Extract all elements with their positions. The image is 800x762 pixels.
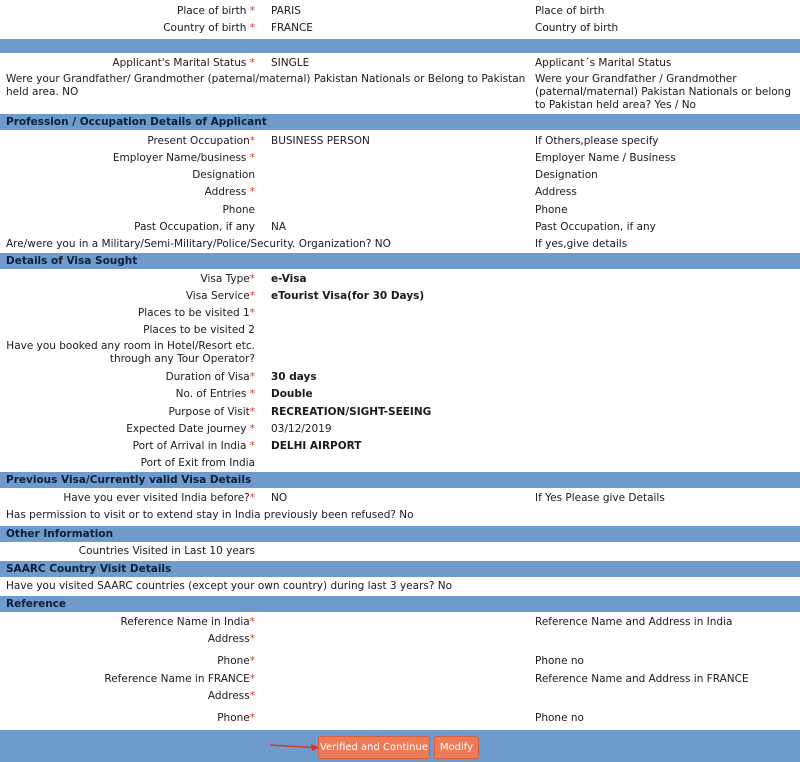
section-previous-visa: Previous Visa/Currently valid Visa Details xyxy=(0,472,800,488)
entries-value: Double xyxy=(271,388,313,400)
ref-india-address-label: Address xyxy=(207,633,250,645)
section-reference: Reference xyxy=(0,596,800,612)
duration-label: Duration of Visa xyxy=(165,371,250,383)
place-of-birth-row xyxy=(0,3,800,20)
country-of-birth-label: Country of birth xyxy=(163,22,247,34)
ref-india-phone-row xyxy=(0,653,800,670)
ref-home-phone-row xyxy=(0,710,800,727)
marital-status-value: SINGLE xyxy=(271,57,310,69)
required-mark: * xyxy=(249,135,255,147)
place-of-birth-value: PARIS xyxy=(271,5,301,17)
country-of-birth-hint: Country of birth xyxy=(535,22,619,34)
places-1-label: Places to be visited 1 xyxy=(137,307,250,319)
past-occupation-label: Past Occupation, if any xyxy=(134,221,255,233)
hotel-label: Have you booked any room in Hotel/Resort etc. through any Tour Operator? xyxy=(6,340,255,365)
address-hint: Address xyxy=(535,186,577,198)
refused-row xyxy=(0,507,800,524)
military-row xyxy=(0,236,800,253)
modify-button[interactable]: Modify xyxy=(434,736,479,759)
visited-india-value: NO xyxy=(271,492,288,504)
places-2-row xyxy=(0,322,800,339)
required-mark: * xyxy=(249,492,255,504)
required-mark: * xyxy=(249,57,255,69)
required-mark: * xyxy=(249,186,255,198)
country-of-birth-row xyxy=(0,20,800,37)
duration-value: 30 days xyxy=(271,371,317,383)
required-mark: * xyxy=(249,290,255,302)
section-other-information: Other Information xyxy=(0,526,800,542)
refused-question: Has permission to visit or to extend stay in India previously been refused? No xyxy=(6,509,414,521)
places-2-label: Places to be visited 2 xyxy=(143,324,255,336)
place-of-birth-hint: Place of birth xyxy=(535,5,605,17)
past-occupation-row xyxy=(0,219,800,236)
pakistan-question: Were your Grandfather/ Grandmother (paternal/maternal) Pakistan Nationals or Belong to Pakistan held area. NO xyxy=(6,73,526,98)
ref-home-phone-hint: Phone no xyxy=(535,712,584,724)
pakistan-question-row xyxy=(0,72,800,112)
entries-row xyxy=(0,386,800,403)
ref-home-name-hint: Reference Name and Address in FRANCE xyxy=(535,673,749,685)
required-mark: * xyxy=(249,371,255,383)
marital-status-label: Applicant's Marital Status xyxy=(112,57,247,69)
ref-india-address-row xyxy=(0,631,800,648)
journey-date-row xyxy=(0,421,800,438)
required-mark: * xyxy=(249,712,255,724)
place-of-birth-label: Place of birth xyxy=(177,5,247,17)
duration-row xyxy=(0,369,800,386)
required-mark: * xyxy=(249,423,255,435)
port-exit-label: Port of Exit from India xyxy=(140,457,255,469)
address-row xyxy=(0,184,800,201)
required-mark: * xyxy=(249,5,255,17)
military-hint: If yes,give details xyxy=(535,238,628,250)
port-exit-row xyxy=(0,455,800,472)
required-mark: * xyxy=(249,307,255,319)
port-arrival-value: DELHI AIRPORT xyxy=(271,440,362,452)
ref-india-phone-label: Phone xyxy=(217,655,250,667)
required-mark: * xyxy=(249,440,255,452)
verified-and-continue-button[interactable]: Verified and Continue xyxy=(318,736,430,759)
address-label: Address xyxy=(204,186,247,198)
phone-row xyxy=(0,202,800,219)
places-1-row xyxy=(0,305,800,322)
phone-hint: Phone xyxy=(535,204,568,216)
countries-label: Countries Visited in Last 10 years xyxy=(78,545,255,557)
employer-label: Employer Name/business xyxy=(112,152,247,164)
journey-date-value: 03/12/2019 xyxy=(271,423,332,435)
pointer-arrow-icon xyxy=(270,743,320,751)
visited-india-row xyxy=(0,490,800,507)
ref-india-name-label: Reference Name in India xyxy=(120,616,250,628)
saarc-question: Have you visited SAARC countries (except your own country) during last 3 years? No xyxy=(6,580,453,592)
ref-home-phone-label: Phone xyxy=(217,712,250,724)
visa-type-label: Visa Type xyxy=(200,273,250,285)
visa-type-row xyxy=(0,271,800,288)
ref-home-name-row xyxy=(0,671,800,688)
section-divider xyxy=(0,39,800,53)
required-mark: * xyxy=(249,673,255,685)
required-mark: * xyxy=(249,406,255,418)
required-mark: * xyxy=(249,22,255,34)
purpose-value: RECREATION/SIGHT-SEEING xyxy=(271,406,432,418)
section-profession: Profession / Occupation Details of Applicant xyxy=(0,114,800,130)
entries-label: No. of Entries xyxy=(175,388,247,400)
section-visa-details: Details of Visa Sought xyxy=(0,253,800,269)
required-mark: * xyxy=(249,690,255,702)
port-arrival-row xyxy=(0,438,800,455)
designation-label: Designation xyxy=(192,169,255,181)
port-arrival-label: Port of Arrival in India xyxy=(132,440,247,452)
employer-row xyxy=(0,150,800,167)
past-occupation-hint: Past Occupation, if any xyxy=(535,221,656,233)
section-saarc: SAARC Country Visit Details xyxy=(0,561,800,577)
required-mark: * xyxy=(249,273,255,285)
visa-service-row xyxy=(0,288,800,305)
required-mark: * xyxy=(249,388,255,400)
military-question: Are/were you in a Military/Semi-Military/Police/Security. Organization? NO xyxy=(6,238,391,250)
pakistan-hint: Were your Grandfather / Grandmother (paternal/maternal) Pakistan Nationals or belong to Pakistan held area? Yes / No xyxy=(535,73,791,111)
ref-home-address-row xyxy=(0,688,800,705)
visa-type-value: e-Visa xyxy=(271,273,307,285)
visited-india-hint: If Yes Please give Details xyxy=(535,492,665,504)
present-occupation-row xyxy=(0,133,800,150)
marital-status-hint: Applicant´s Marital Status xyxy=(535,57,672,69)
journey-date-label: Expected Date journey xyxy=(126,423,247,435)
ref-india-phone-hint: Phone no xyxy=(535,655,584,667)
ref-india-name-hint: Reference Name and Address in India xyxy=(535,616,733,628)
ref-india-name-row xyxy=(0,614,800,631)
purpose-label: Purpose of Visit xyxy=(168,406,250,418)
visited-india-label: Have you ever visited India before? xyxy=(63,492,250,504)
employer-hint: Employer Name / Business xyxy=(535,152,676,164)
phone-label: Phone xyxy=(222,204,255,216)
country-of-birth-value: FRANCE xyxy=(271,22,313,34)
required-mark: * xyxy=(249,152,255,164)
marital-status-row xyxy=(0,55,800,72)
ref-home-address-label: Address xyxy=(207,690,250,702)
ref-home-name-label: Reference Name in FRANCE xyxy=(104,673,250,685)
hotel-row xyxy=(0,339,800,369)
present-occupation-label: Present Occupation xyxy=(147,135,250,147)
present-occupation-value: BUSINESS PERSON xyxy=(271,135,370,147)
saarc-row xyxy=(0,578,800,595)
visa-service-label: Visa Service xyxy=(185,290,250,302)
designation-row xyxy=(0,167,800,184)
required-mark: * xyxy=(249,655,255,667)
present-occupation-hint: If Others,please specify xyxy=(535,135,659,147)
past-occupation-value: NA xyxy=(271,221,287,233)
required-mark: * xyxy=(249,616,255,628)
required-mark: * xyxy=(249,633,255,645)
designation-hint: Designation xyxy=(535,169,598,181)
visa-service-value: eTourist Visa(for 30 Days) xyxy=(271,290,425,302)
countries-row xyxy=(0,543,800,560)
purpose-row xyxy=(0,404,800,421)
